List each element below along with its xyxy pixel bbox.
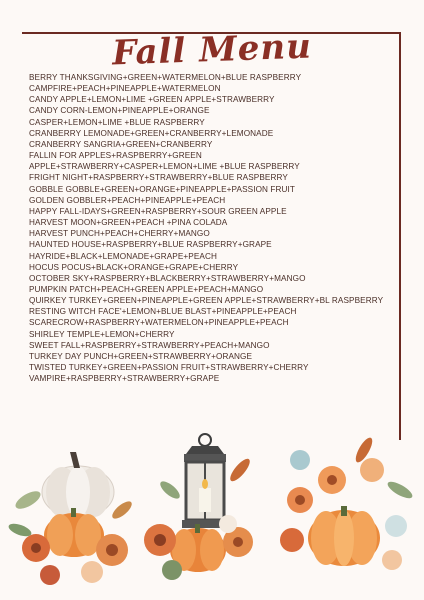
- menu-item: GOBBLE GOBBLE+GREEN+ORANGE+PINEAPPLE+PASSION FRUIT: [29, 184, 296, 194]
- menu-list: [29, 72, 391, 384]
- menu-item: CAMPFIRE+PEACH+PINEAPPLE+WATERMELON: [29, 84, 221, 94]
- autumn-illustration: [0, 430, 424, 600]
- menu-item: FRIGHT NIGHT+RASPBERRY+STRAWBERRY+BLUE RASPBERRY: [29, 173, 288, 183]
- menu-item: HARVEST MOON+GREEN+PEACH +PINA COLADA: [29, 218, 228, 228]
- menu-item: HARVEST PUNCH+PEACH+CHERRY+MANGO: [29, 229, 210, 239]
- menu-item: HAPPY FALL-IDAYS+GREEN+RASPBERRY+SOUR GREEN APPLE: [29, 206, 287, 216]
- menu-item: QUIRKEY TURKEY+GREEN+PINEAPPLE+GREEN APPLE+STRAWBERRY+BL RASPBERRY: [29, 296, 384, 306]
- menu-item: FALLIN FOR APPLES+RASPBERRY+GREEN APPLE+STRAWBERRY+CASPER+LEMON+LIME +BLUE RASPBERRY: [29, 151, 300, 172]
- menu-item: CANDY APPLE+LEMON+LIME +GREEN APPLE+STRAWBERRY: [29, 95, 275, 105]
- menu-item: HOCUS POCUS+BLACK+ORANGE+GRAPE+CHERRY: [29, 262, 239, 272]
- menu-item: GOLDEN GOBBLER+PEACH+PINEAPPLE+PEACH: [29, 195, 226, 205]
- orange-pumpkin-icon: [308, 506, 380, 566]
- white-pumpkin-icon: [42, 452, 114, 518]
- menu-item: TURKEY DAY PUNCH+GREEN+STRAWBERRY+ORANGE: [29, 351, 253, 361]
- menu-item: CRANBERRY SANGRIA+GREEN+CRANBERRY: [29, 139, 213, 149]
- menu-item: BERRY THANKSGIVING+GREEN+WATERMELON+BLUE RASPBERRY: [29, 73, 302, 82]
- menu-item: HAYRIDE+BLACK+LEMONADE+GRAPE+PEACH: [29, 251, 217, 261]
- menu-title: Fall Menu: [111, 26, 313, 74]
- menu-item: SCARECROW+RASPBERRY+WATERMELON+PINEAPPLE+PEACH: [29, 318, 289, 328]
- menu-item: CRANBERRY LEMONADE+GREEN+CRANBERRY+LEMONADE: [29, 128, 274, 138]
- menu-item: VAMPIRE+RASPBERRY+STRAWBERRY+GRAPE: [29, 374, 220, 384]
- menu-item: PUMPKIN PATCH+PEACH+GREEN APPLE+PEACH+MANGO: [29, 284, 264, 294]
- menu-item: HAUNTED HOUSE+RASPBERRY+BLUE RASPBERRY+GRAPE: [29, 240, 272, 250]
- menu-item: SWEET FALL+RASPBERRY+STRAWBERRY+PEACH+MANGO: [29, 340, 270, 350]
- menu-item: OCTOBER SKY+RASPBERRY+BLACKBERRY+STRAWBERRY+MANGO: [29, 273, 306, 283]
- lantern-icon: [182, 434, 228, 528]
- menu-item: CANDY CORN-LEMON+PINEAPPLE+ORANGE: [29, 106, 210, 116]
- menu-item: RESTING WITCH FACE'+LEMON+BLUE BLAST+PINEAPPLE+PEACH: [29, 307, 297, 317]
- menu-item: SHIRLEY TEMPLE+LEMON+CHERRY: [29, 329, 175, 339]
- menu-item: TWISTED TURKEY+GREEN+PASSION FRUIT+STRAWBERRY+CHERRY: [29, 363, 309, 373]
- menu-item: CASPER+LEMON+LIME +BLUE RASPBERRY: [29, 117, 205, 127]
